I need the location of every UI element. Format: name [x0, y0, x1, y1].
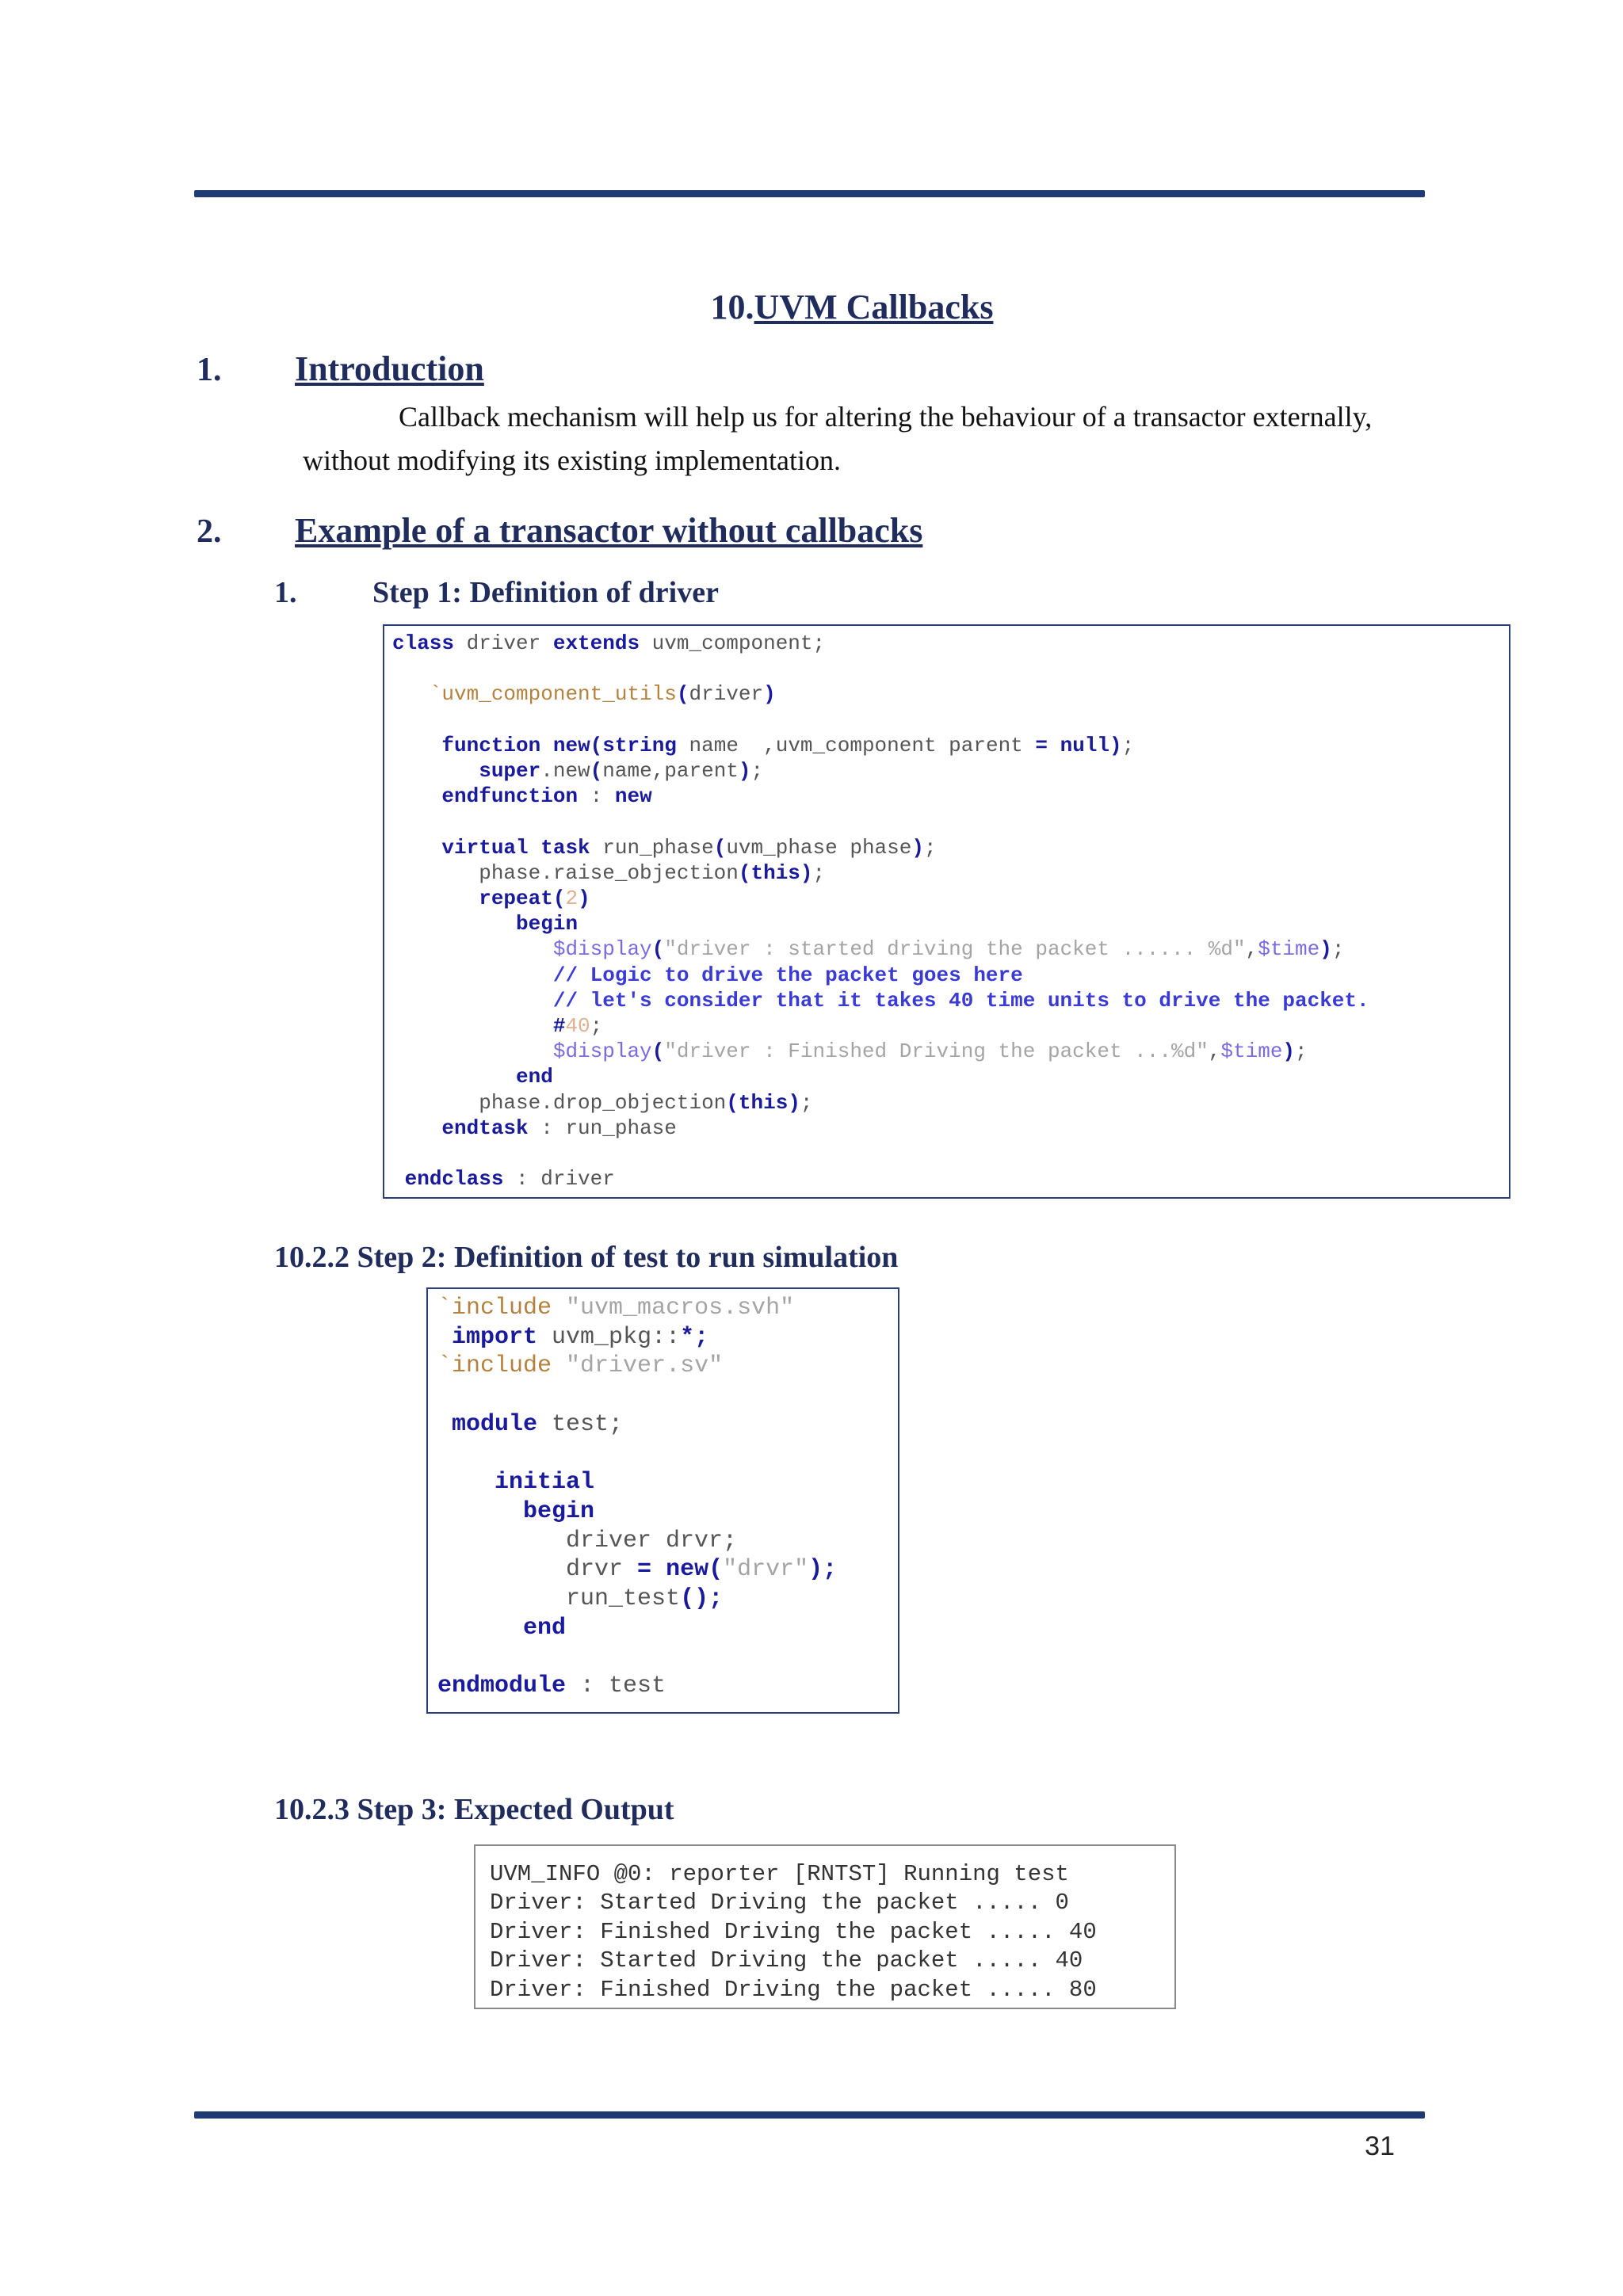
step-title: Step 1: Definition of driver — [372, 576, 719, 609]
code-token — [392, 1014, 553, 1038]
code-token: $display — [552, 937, 652, 962]
code-token: ; — [694, 1323, 709, 1351]
code-line — [392, 1166, 1509, 1192]
code-token — [392, 1116, 441, 1140]
code-token: end — [516, 1065, 553, 1089]
code-token: : run_phase — [528, 1116, 677, 1140]
code-line — [392, 886, 1509, 911]
code-token: name ,uvm_component parent — [676, 733, 1036, 757]
code-token: extends — [552, 631, 640, 655]
code-token: endmodule — [437, 1672, 567, 1700]
code-token: 40 — [565, 1014, 590, 1039]
code-token: ( — [651, 937, 665, 962]
code-token: ; — [812, 860, 826, 885]
code-token: driver drvr; — [437, 1527, 738, 1554]
code-token — [392, 682, 430, 706]
driver-code-listing — [384, 626, 1509, 1192]
code-token: uvm_component; — [640, 631, 826, 655]
code-token: ) — [763, 682, 776, 707]
code-token: begin — [516, 912, 579, 936]
code-line — [392, 733, 1509, 758]
header-rule — [194, 190, 1425, 197]
code-token — [392, 1167, 405, 1191]
output-line: Driver: Started Driving the packet ..... 40 — [490, 1947, 1083, 1974]
code-token — [437, 1324, 452, 1351]
code-token — [437, 1615, 523, 1642]
code-token: begin — [523, 1497, 595, 1525]
code-token: class — [392, 631, 455, 655]
code-token: ; — [800, 1090, 813, 1115]
code-line — [392, 936, 1509, 962]
code-token: ; — [1121, 733, 1135, 757]
code-token: ) — [578, 887, 590, 911]
code-line — [392, 656, 1509, 681]
code-token: ( — [590, 759, 603, 784]
code-token: ; — [1331, 937, 1345, 962]
code-line — [437, 1614, 898, 1643]
code-token: // Logic to drive the packet goes here — [552, 963, 1023, 987]
code-token: , — [1245, 937, 1258, 962]
step-title: 10.2.2 Step 2: Definition of test to run simulation — [274, 1241, 899, 1274]
code-token: ; — [708, 1585, 724, 1613]
code-token: ; — [923, 835, 937, 860]
code-token: ( — [651, 1039, 665, 1064]
code-token: endclass — [404, 1167, 504, 1192]
code-line — [437, 1555, 898, 1585]
code-token: ) — [808, 1556, 823, 1584]
code-line — [392, 758, 1509, 784]
code-token: end — [523, 1614, 567, 1642]
section-number: 1. — [197, 352, 222, 388]
code-line — [392, 1116, 1509, 1141]
code-line — [392, 988, 1509, 1013]
footer-rule — [194, 2111, 1425, 2119]
code-token — [392, 1039, 553, 1063]
code-token: uvm_pkg:: — [537, 1323, 681, 1351]
code-token — [392, 784, 441, 808]
code-token: string — [602, 733, 677, 757]
code-token: endfunction — [441, 784, 579, 809]
code-token — [437, 1469, 495, 1496]
code-token: driver — [689, 682, 764, 707]
intro-paragraph-line-2: without modifying its existing implementation. — [303, 444, 841, 476]
code-token: new — [614, 784, 652, 809]
code-line — [437, 1323, 898, 1352]
code-token: : — [578, 784, 615, 809]
code-token: $time — [1258, 937, 1320, 962]
code-token: "driver : Finished Driving the packet ...%d" — [664, 1039, 1209, 1064]
code-token: drvr — [437, 1556, 638, 1584]
code-token — [552, 1295, 566, 1322]
code-token: , — [1208, 1039, 1221, 1064]
code-line — [392, 707, 1509, 733]
test-code-listing — [428, 1289, 898, 1701]
code-line — [392, 1090, 1509, 1116]
code-line — [437, 1294, 898, 1323]
code-token — [437, 1411, 452, 1438]
code-token: run_phase — [590, 835, 714, 860]
code-token: "driver : started driving the packet ...... %d" — [664, 937, 1246, 962]
code-token: $time — [1220, 1039, 1283, 1064]
code-token: ) — [788, 1090, 800, 1115]
code-line — [437, 1497, 898, 1527]
code-token: // let's consider that it takes 40 time units to drive the packet. — [552, 988, 1369, 1013]
code-token: `include — [437, 1352, 552, 1380]
code-token: super — [479, 759, 541, 784]
section-title: Introduction — [295, 349, 484, 388]
code-token: $display — [552, 1039, 652, 1064]
code-token: ) — [1319, 937, 1332, 962]
code-token — [392, 887, 479, 910]
code-token: repeat — [479, 887, 553, 911]
code-token — [651, 1556, 666, 1583]
code-token: ( — [676, 682, 689, 707]
code-token: ( — [552, 887, 566, 911]
code-token: endtask — [441, 1116, 529, 1140]
code-line — [392, 963, 1509, 988]
code-token — [392, 937, 553, 961]
code-token: = — [1035, 733, 1048, 757]
code-token: ) — [1282, 1039, 1296, 1064]
code-token — [392, 734, 441, 757]
output-listing — [475, 1846, 1174, 2004]
code-line — [437, 1527, 898, 1556]
code-line — [392, 631, 1509, 656]
code-token — [529, 836, 541, 860]
code-token: ) — [1109, 733, 1122, 757]
step-number: 1. — [274, 576, 297, 609]
code-token: : test — [566, 1672, 666, 1700]
code-line — [392, 1039, 1509, 1064]
code-line — [392, 911, 1509, 936]
code-token: task — [540, 835, 590, 860]
code-token: ( — [713, 835, 727, 860]
code-token: module — [452, 1410, 538, 1438]
code-token: ) — [911, 835, 924, 860]
code-token: uvm_phase phase — [726, 835, 912, 860]
code-token: initial — [495, 1469, 595, 1497]
code-line — [437, 1468, 898, 1497]
code-token — [392, 759, 479, 783]
code-token — [392, 912, 516, 936]
code-line — [437, 1585, 898, 1614]
code-token: function — [441, 733, 541, 757]
code-token: null — [1060, 733, 1110, 757]
output-line: Driver: Finished Driving the packet ..... 40 — [490, 1918, 1097, 1945]
code-line — [392, 1064, 1509, 1089]
code-token: this — [750, 860, 800, 885]
driver-code-box — [383, 624, 1510, 1199]
output-line: Driver: Finished Driving the packet ..... 80 — [490, 1976, 1097, 2003]
code-token: "drvr" — [723, 1556, 809, 1584]
code-token: new — [666, 1556, 709, 1584]
intro-paragraph-line-1: Callback mechanism will help us for altering the behaviour of a transactor externally, — [399, 401, 1373, 433]
section-title: Example of a transactor without callbacks — [295, 511, 923, 550]
code-token: * — [680, 1323, 695, 1351]
code-token: ; — [823, 1556, 838, 1584]
code-token — [392, 989, 553, 1013]
output-line: Driver: Started Driving the packet ..... 0 — [490, 1890, 1069, 1917]
code-token: test; — [537, 1410, 624, 1438]
code-token — [437, 1498, 523, 1525]
output-line: UVM_INFO @0: reporter [RNTST] Running test — [490, 1861, 1069, 1887]
code-token: .new — [540, 759, 590, 784]
page-number: 31 — [1365, 2131, 1395, 2161]
code-token: ; — [590, 1014, 603, 1039]
code-token — [392, 963, 553, 987]
code-line — [437, 1410, 898, 1440]
step-title: 10.2.3 Step 3: Expected Output — [274, 1793, 674, 1826]
code-line — [437, 1381, 898, 1410]
code-line — [392, 1013, 1509, 1039]
code-token: ( — [738, 860, 751, 885]
test-code-box — [426, 1287, 899, 1714]
code-token — [540, 734, 553, 757]
code-line — [392, 809, 1509, 834]
chapter-title: 10.UVM Callbacks — [710, 288, 994, 326]
code-token: this — [738, 1090, 789, 1115]
code-token: "driver.sv" — [566, 1352, 724, 1380]
code-token: name,parent — [602, 759, 739, 784]
code-token: # — [552, 1014, 566, 1039]
code-token: phase.drop_objection — [392, 1090, 727, 1115]
code-token: new — [552, 733, 590, 757]
code-token: ( — [726, 1090, 739, 1115]
code-token — [392, 1065, 516, 1089]
code-token: ) — [800, 860, 813, 885]
code-token: ; — [750, 759, 764, 784]
code-line — [392, 835, 1509, 860]
code-token: phase.raise_objection — [392, 860, 739, 885]
code-line — [437, 1672, 898, 1701]
code-token: `uvm_component_utils — [429, 682, 677, 707]
code-line — [437, 1440, 898, 1469]
code-token: () — [680, 1585, 709, 1613]
code-token: "uvm_macros.svh" — [566, 1295, 795, 1322]
code-token: `include — [437, 1295, 552, 1322]
code-token: ( — [590, 733, 603, 757]
code-token: 2 — [565, 887, 579, 911]
code-line — [392, 681, 1509, 707]
code-token: driver — [454, 631, 553, 655]
code-token: virtual — [441, 835, 529, 860]
code-token: run_test — [437, 1585, 681, 1613]
code-token: import — [452, 1323, 538, 1351]
code-token — [552, 1352, 566, 1379]
code-token — [392, 836, 441, 860]
code-token — [1048, 734, 1060, 757]
code-token: ( — [708, 1556, 724, 1584]
code-line — [437, 1352, 898, 1381]
code-line — [437, 1642, 898, 1672]
output-box — [474, 1844, 1176, 2009]
code-token: ) — [738, 759, 751, 784]
code-line — [392, 1141, 1509, 1166]
code-token: ; — [1295, 1039, 1308, 1064]
code-line — [392, 860, 1509, 886]
section-number: 2. — [197, 513, 222, 550]
code-token: : driver — [503, 1167, 615, 1192]
code-token: = — [637, 1556, 652, 1584]
code-line — [392, 784, 1509, 809]
